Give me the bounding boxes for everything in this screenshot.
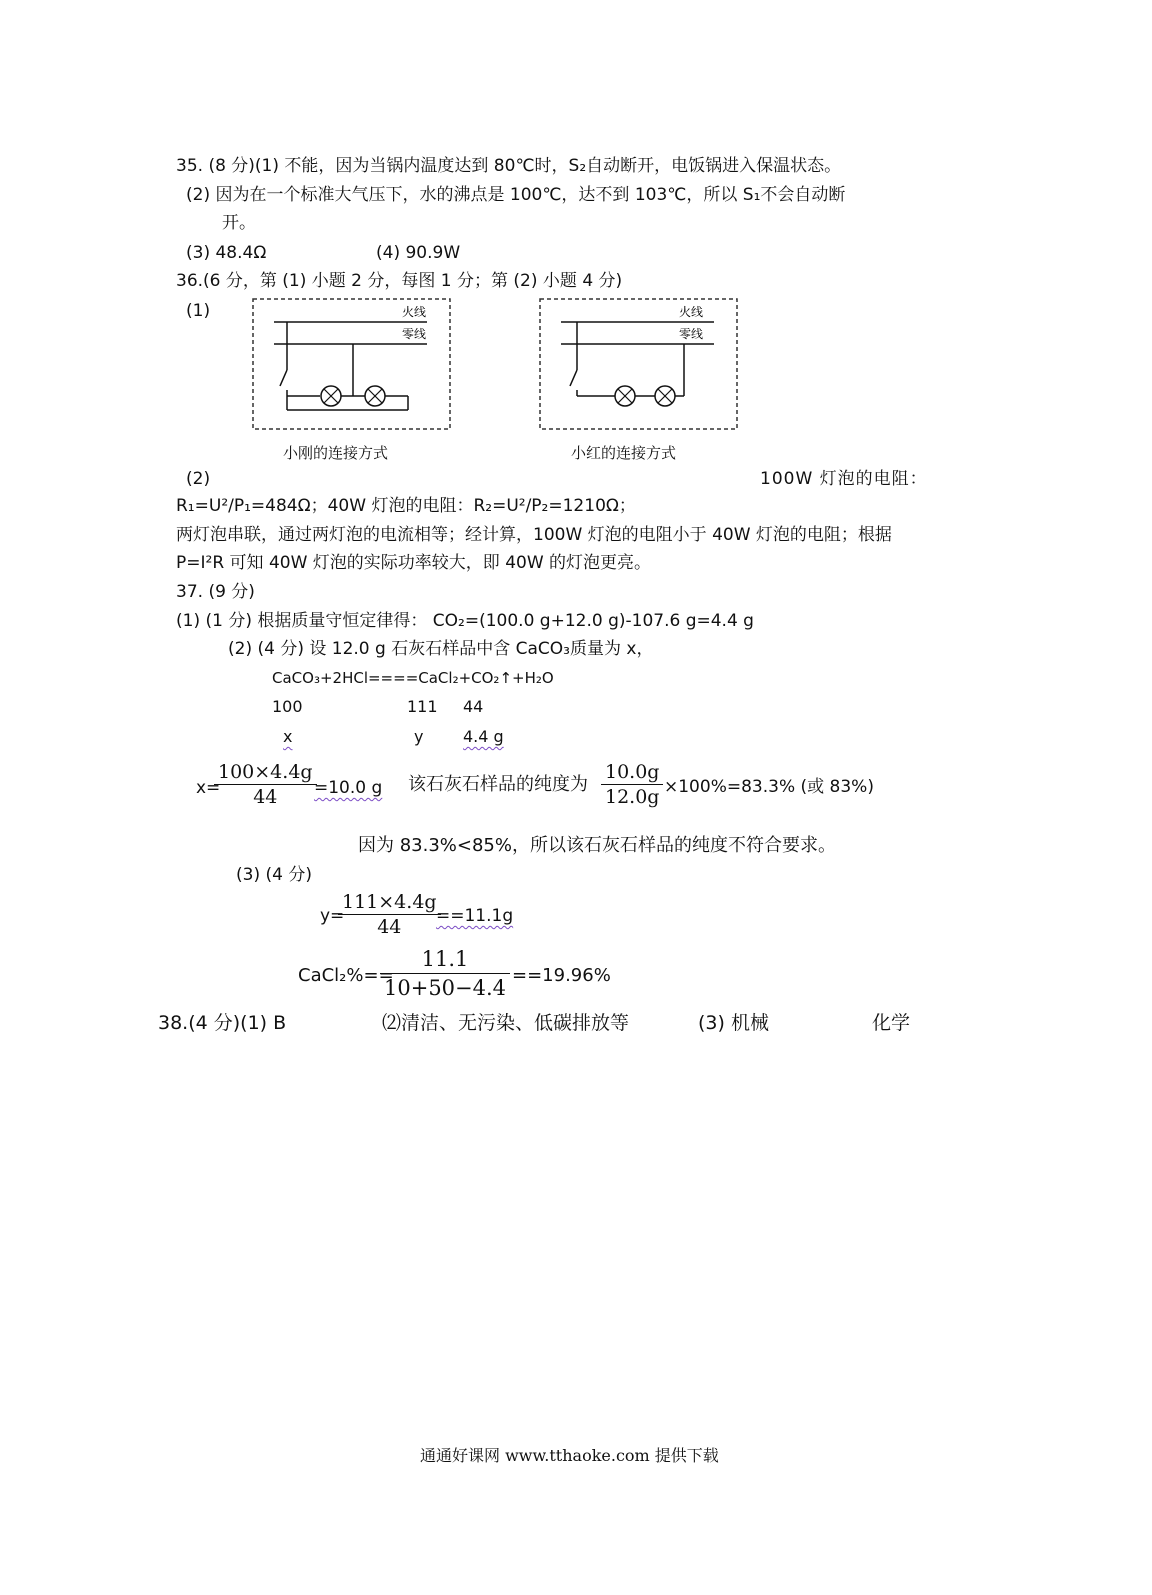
var-y: y (414, 727, 424, 746)
purity-text: 该石灰石样品的纯度为 (408, 774, 588, 795)
var-x: x (283, 727, 293, 746)
y-fraction (338, 890, 441, 939)
q35-part3: (3) 48.4Ω (186, 243, 267, 263)
q37-part3-header: (3) (4 分) (236, 865, 312, 885)
q37-part2-header: (2) (4 分) 设 12.0 g 石灰石样品中含 CaCO₃质量为 x， (228, 639, 654, 659)
mass-4-4: 4.4 g (463, 727, 504, 746)
cacl2-denominator: 10+50−4.4 (384, 976, 507, 1000)
q35-line2: (2) 因为在一个标准大气压下，水的沸点是 100℃，达不到 103℃，所以 S₁不会自动断 (186, 185, 846, 205)
q35-line2b: 开。 (222, 213, 256, 233)
q36-series-line2: P=I²R 可知 40W 灯泡的实际功率较大，即 40W 的灯泡更亮。 (176, 553, 652, 573)
q38-part2: ⑵清洁、无污染、低碳排放等 (382, 1012, 630, 1034)
q36-resistance-line: R₁=U²/P₁=484Ω；40W 灯泡的电阻：R₂=U²/P₂=1210Ω； (176, 496, 636, 516)
circuit-diagram-xiaogang (252, 298, 452, 432)
neutral-wire-label: 零线 (679, 327, 704, 341)
q37-conclusion: 因为 83.3%<85%，所以该石灰石样品的纯度不符合要求。 (358, 835, 836, 856)
purity-fraction (601, 760, 663, 809)
mass-44: 44 (463, 697, 484, 716)
x-fraction (214, 760, 317, 809)
caption-xiaogang: 小刚的连接方式 (283, 444, 389, 462)
diagram-border (540, 299, 737, 429)
q38-part1: 38.(4 分)(1) B (158, 1012, 287, 1034)
q35-line1: 35. (8 分)(1) 不能，因为当锅内温度达到 80℃时，S₂自动断开，电饭锅进入保温状态。 (176, 156, 842, 176)
page-footer: 通通好课网 www.tthaoke.com 提供下载 (420, 1446, 719, 1465)
q37-equation: CaCO₃+2HCl====CaCl₂+CO₂↑+H₂O (272, 669, 554, 687)
q37-part1: (1) (1 分) 根据质量守恒定律得： CO₂=(100.0 g+12.0 g)-107.6 g=4.4 g (176, 611, 754, 631)
y-denominator: 44 (377, 916, 402, 938)
cacl2-numerator: 11.1 (421, 947, 469, 971)
q37-header: 37. (9 分) (176, 582, 255, 602)
y-result: ==11.1g (436, 906, 514, 926)
y-numerator: 111×4.4g (342, 891, 437, 913)
mass-100: 100 (272, 697, 303, 716)
x-prefix: x= (196, 778, 221, 798)
x-result: =10.0 g (314, 778, 383, 798)
x-denominator: 44 (253, 786, 278, 808)
q36-header: 36.(6 分，第 (1) 小题 2 分，每图 1 分；第 (2) 小题 4 分) (176, 271, 623, 291)
q36-part2-label: (2) (186, 469, 211, 489)
live-wire-label: 火线 (679, 305, 704, 319)
q36-part2-right: 100W 灯泡的电阻： (760, 469, 928, 489)
mass-111: 111 (407, 697, 438, 716)
purity-denominator: 12.0g (605, 786, 660, 808)
q38-part3: (3) 机械 (698, 1012, 769, 1034)
q35-part4: (4) 90.9W (376, 243, 461, 263)
cacl2-prefix: CaCl₂%== (298, 965, 394, 986)
switch-icon (570, 370, 577, 386)
purity-result: ×100%=83.3% (或 83%) (664, 777, 874, 797)
cacl2-fraction (380, 945, 510, 1002)
q38-part3b: 化学 (872, 1012, 911, 1034)
cacl2-result: ==19.96% (512, 965, 611, 986)
x-numerator: 100×4.4g (218, 761, 313, 783)
circuit-diagram-xiaohong (539, 298, 739, 432)
neutral-wire-label: 零线 (402, 327, 427, 341)
q36-part1-label: (1) (186, 301, 211, 321)
switch-icon (280, 370, 287, 386)
caption-xiaohong: 小红的连接方式 (571, 444, 677, 462)
y-prefix: y= (320, 906, 345, 926)
purity-numerator: 10.0g (605, 761, 660, 783)
q36-series-line1: 两灯泡串联，通过两灯泡的电流相等；经计算，100W 灯泡的电阻小于 40W 灯泡的电阻；根据 (176, 525, 892, 545)
live-wire-label: 火线 (402, 305, 427, 319)
